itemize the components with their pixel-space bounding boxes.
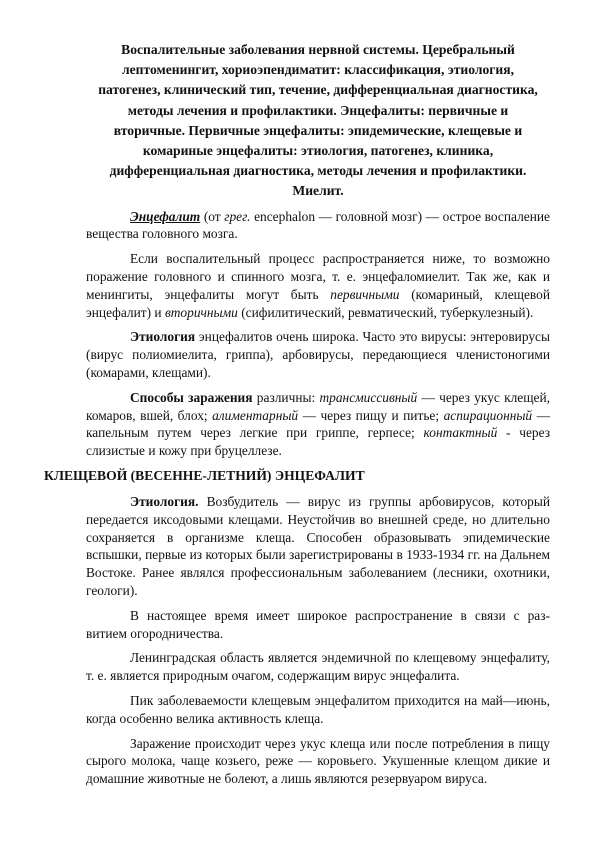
title-line: лептоменингит, хориоэпендиматит: классификация, этиология, — [121, 62, 515, 78]
text-run: Возбудитель — вирус из группы арбовирусов, который передается иксодовыми клещами. Неустойчив во внешней среде, но длительно сохраняется в организме клеща. Способен образовывать эпидемические вспышки, первые из которых были зарегистрированы в 1933-1934 гг. на Дальнем Востоке. Ранее являлся профессиональным заболеванием (лесники, охотники, геологи). — [86, 493, 550, 598]
paragraph-definition — [86, 208, 550, 244]
text-run: encephalon — головной мозг) — острое воспаление вещества головного мозга. — [86, 208, 550, 242]
title-line: дифференциальная диагностика, методы лечения и профилактики. — [109, 163, 527, 179]
text-run: — через укус клещей, комаров, вшей, блох; — [86, 389, 551, 423]
text-run-italic: грег. — [224, 208, 251, 224]
title-line: Воспалительные заболевания нервной системы. Церебральный — [121, 42, 515, 57]
paragraph-etiology — [86, 328, 550, 381]
text-run-italic: первичными — [330, 286, 400, 302]
text-run: (сифилитический, ревматический, туберкулезный). — [237, 304, 534, 320]
text-run-italic: аспирационный — [443, 407, 533, 423]
text-run: (от — [200, 208, 225, 224]
title-line: вторичные. Первичные энцефалиты: эпидемические, клещевые и — [113, 122, 523, 138]
title-line: методы лечения и профилактики. Энцефалиты: первичные и — [127, 102, 509, 118]
text-run: Если воспалительный процесс распространяется ниже, то возможно поражение головного и спинного мозга, т. е. энцефаломиелит. Так же, как и менингиты, энцефалиты могут быть — [86, 251, 550, 302]
term-etiology: Этиология. — [130, 493, 199, 509]
term-infection-routes: Способы заражения — [130, 389, 253, 405]
text-run-italic: контактный — [423, 425, 498, 441]
title-line: Миелит. — [292, 183, 344, 199]
text-run: - через слизистые и кожу при бруцеллезе. — [86, 425, 550, 459]
text-run: энцефалитов очень широка. Часто это вирусы: энтеровирусы (вирус полиомиелита, гриппа), арбовирусы, передающиеся членистоногими (комарами, клещами). — [86, 329, 550, 380]
title-line: комариные энцефалиты: этиология, патогенез, клиника, — [142, 143, 494, 159]
paragraph-transmission: Заражение происходит через укус клеща или после потребления в пищу сырого молока, чаще козьего, реже — коровьего. Укушенные клещом дикие и домашние животные не болеют, а лишь являются резервуаром вируса. — [86, 735, 550, 787]
paragraph-prevalence: В настоящее время имеет широкое распространение в связи с раз- витием огородничества. — [86, 607, 550, 641]
text-run: различны: — [252, 389, 320, 405]
paragraph-infection-routes — [86, 389, 550, 460]
term-etiology: Этиология — [130, 329, 196, 345]
text-run: (комариный, клещевой энцефалит) и — [86, 286, 550, 320]
paragraph-spread — [86, 250, 550, 321]
text-run-italic: алиментарный — [212, 407, 299, 423]
text-run: — через пищу и питье; — [298, 407, 444, 423]
section-heading: КЛЕЩЕВОЙ (ВЕСЕННЕ-ЛЕТНИЙ) ЭНЦЕФАЛИТ — [44, 467, 365, 483]
paragraph-seasonality: Пик заболеваемости клещевым энцефалитом приходится на май—июнь, когда особенно велика активность клеща. — [86, 692, 550, 726]
document-title — [86, 40, 550, 202]
text-run-italic: трансмиссивный — [319, 389, 418, 405]
text-run-italic: вторичными — [164, 304, 238, 320]
text-run: — капельным путем через легкие при гриппе, герпесе; — [86, 407, 550, 441]
term-encephalitis: Энцефалит — [130, 208, 201, 224]
paragraph-tbe-etiology — [86, 493, 550, 600]
paragraph-endemic-region: Ленинградская область является эндемичной по клещевому энцефалиту, т. е. является природным очагом, содержащим вирус энцефалита. — [86, 650, 550, 684]
title-line: патогенез, клинический тип, течение, дифференциальная диагностика, — [98, 82, 538, 98]
